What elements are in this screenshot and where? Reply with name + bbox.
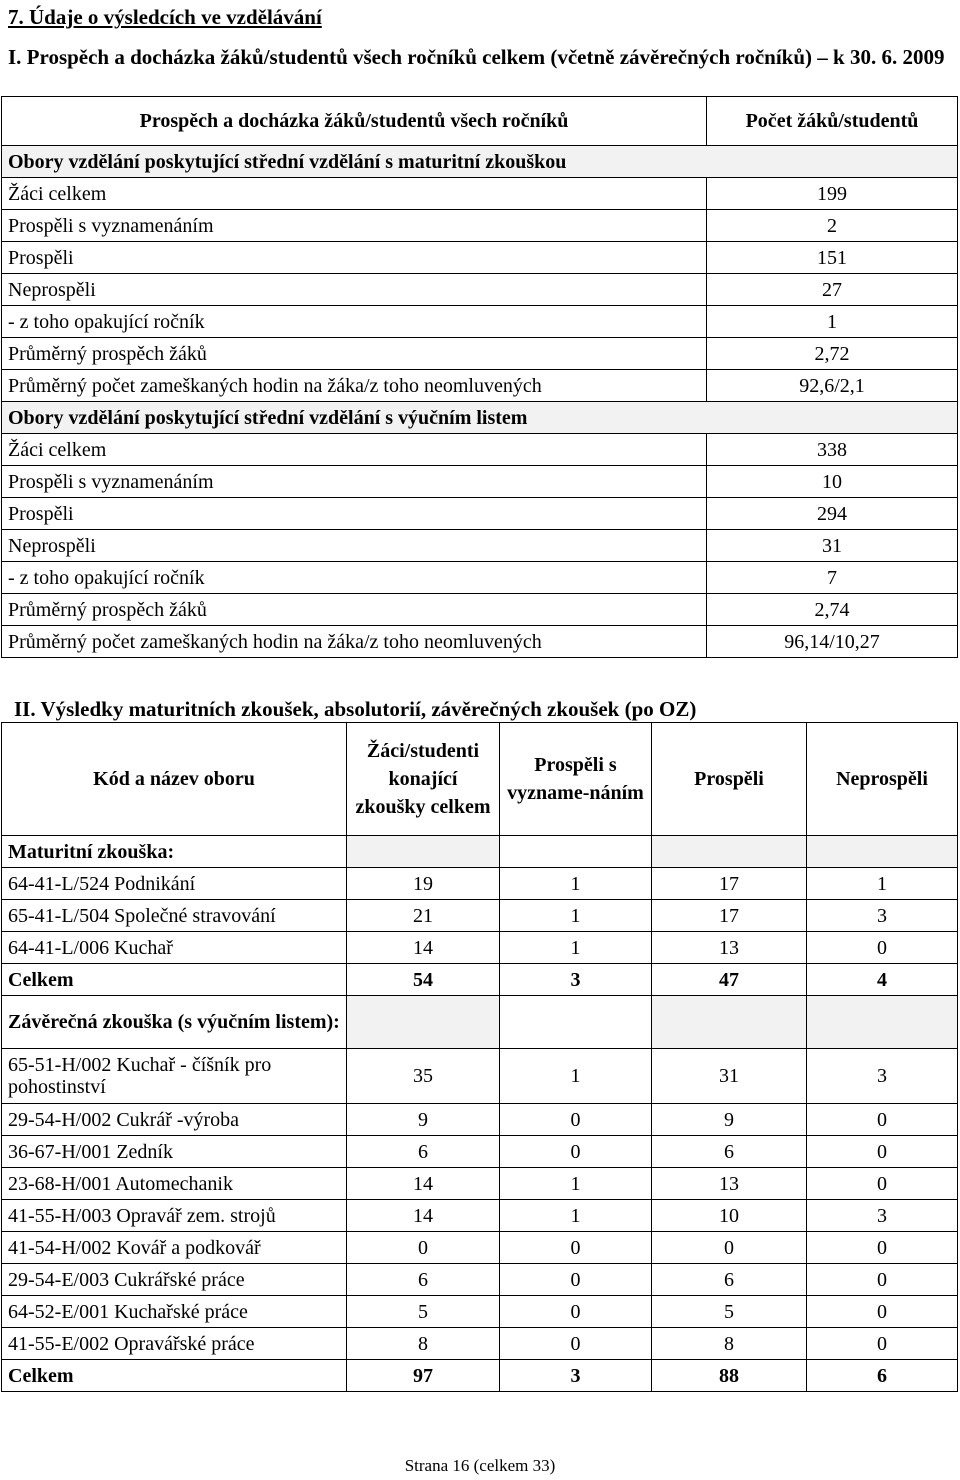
cell-total: 35 — [347, 1049, 500, 1104]
cell-failed: 0 — [807, 1232, 958, 1264]
row-value: 1 — [707, 306, 958, 338]
row-value: 96,14/10,27 — [707, 626, 958, 658]
row-label: Neprospěli — [2, 530, 707, 562]
table-row — [2, 932, 958, 964]
cell-passed: 17 — [652, 900, 807, 932]
table-row — [2, 1136, 958, 1168]
cell-passed: 13 — [652, 932, 807, 964]
total-value: 88 — [652, 1360, 807, 1392]
cell-honors: 1 — [500, 1049, 652, 1104]
section-row — [2, 146, 958, 178]
table-row — [2, 370, 958, 402]
field-name: 65-51-H/002 Kuchař - číšník pro pohostinství — [2, 1049, 347, 1104]
field-name: 64-52-E/001 Kuchařské práce — [2, 1296, 347, 1328]
row-label: Žáci celkem — [2, 178, 707, 210]
row-value: 2,72 — [707, 338, 958, 370]
total-value: 97 — [347, 1360, 500, 1392]
group-label: Závěrečná zkouška (s výučním listem): — [2, 996, 347, 1049]
cell-total: 9 — [347, 1104, 500, 1136]
cell-passed: 8 — [652, 1328, 807, 1360]
section-heading: 7. Údaje o výsledcích ve vzdělávání — [8, 5, 322, 29]
table-row — [2, 274, 958, 306]
row-value: 31 — [707, 530, 958, 562]
row-label: - z toho opakující ročník — [2, 306, 707, 338]
row-label: - z toho opakující ročník — [2, 562, 707, 594]
row-label: Neprospěli — [2, 274, 707, 306]
field-name: 65-41-L/504 Společné stravování — [2, 900, 347, 932]
section-label: Obory vzdělání poskytující střední vzdělání s maturitní zkouškou — [2, 146, 958, 178]
cell-honors: 1 — [500, 1168, 652, 1200]
cell-total: 14 — [347, 1200, 500, 1232]
total-label: Celkem — [2, 964, 347, 996]
row-value: 7 — [707, 562, 958, 594]
section-row — [2, 402, 958, 434]
table-row — [2, 210, 958, 242]
cell-honors: 0 — [500, 1104, 652, 1136]
table-row — [2, 1296, 958, 1328]
field-name: 64-41-L/524 Podnikání — [2, 868, 347, 900]
group-label: Maturitní zkouška: — [2, 836, 347, 868]
section-title: II. Výsledky maturitních zkoušek, absolutorií, závěrečných zkoušek (po OZ) — [14, 697, 697, 721]
cell-passed: 5 — [652, 1296, 807, 1328]
row-label: Prospěli s vyznamenáním — [2, 466, 707, 498]
cell-failed: 3 — [807, 1049, 958, 1104]
table-header-row — [2, 97, 958, 146]
field-name: 41-55-H/003 Opravář zem. strojů — [2, 1200, 347, 1232]
row-label: Prospěli — [2, 242, 707, 274]
subsection-heading: I. Prospěch a docházka žáků/studentů všech ročníků celkem (včetně závěrečných ročníků) – k 30. 6. 2009 — [8, 45, 945, 69]
table-row — [2, 1049, 958, 1104]
total-value: 47 — [652, 964, 807, 996]
cell-total: 21 — [347, 900, 500, 932]
row-label: Průměrný prospěch žáků — [2, 594, 707, 626]
total-row — [2, 1360, 958, 1392]
table-row — [2, 1264, 958, 1296]
cell-failed: 0 — [807, 1264, 958, 1296]
cell-honors: 0 — [500, 1232, 652, 1264]
section-label: Obory vzdělání poskytující střední vzdělání s výučním listem — [2, 402, 958, 434]
cell-honors: 0 — [500, 1264, 652, 1296]
group-row — [2, 836, 958, 868]
table-row — [2, 242, 958, 274]
cell-failed: 0 — [807, 932, 958, 964]
row-label: Průměrný počet zameškaných hodin na žáka/z toho neomluvených — [2, 370, 707, 402]
table-row — [2, 1200, 958, 1232]
table-header-row — [2, 723, 958, 836]
cell-total: 19 — [347, 868, 500, 900]
cell-passed: 6 — [652, 1264, 807, 1296]
page-footer: Strana 16 (celkem 33) — [404, 1456, 556, 1475]
cell-honors: 1 — [500, 1200, 652, 1232]
cell-honors: 1 — [500, 932, 652, 964]
cell-failed: 1 — [807, 868, 958, 900]
row-value: 10 — [707, 466, 958, 498]
cell-passed: 10 — [652, 1200, 807, 1232]
total-row — [2, 964, 958, 996]
table-row — [2, 338, 958, 370]
row-value: 92,6/2,1 — [707, 370, 958, 402]
column-header-passed: Prospěli — [652, 723, 807, 836]
field-name: 41-55-E/002 Opravářské práce — [2, 1328, 347, 1360]
cell-passed: 17 — [652, 868, 807, 900]
total-value: 3 — [500, 1360, 652, 1392]
row-value: 151 — [707, 242, 958, 274]
cell-total: 14 — [347, 932, 500, 964]
table-row — [2, 594, 958, 626]
table-row — [2, 498, 958, 530]
cell-failed: 0 — [807, 1136, 958, 1168]
cell-passed: 13 — [652, 1168, 807, 1200]
attendance-table — [1, 96, 958, 658]
table-row — [2, 562, 958, 594]
row-label: Žáci celkem — [2, 434, 707, 466]
column-header-total: Žáci/studenti konající zkoušky celkem — [347, 723, 500, 836]
cell-passed: 31 — [652, 1049, 807, 1104]
total-value: 3 — [500, 964, 652, 996]
table-row — [2, 1104, 958, 1136]
row-value: 2,74 — [707, 594, 958, 626]
cell-total: 8 — [347, 1328, 500, 1360]
exam-results-table — [1, 722, 958, 1392]
row-value: 338 — [707, 434, 958, 466]
table-row — [2, 530, 958, 562]
cell-honors: 1 — [500, 868, 652, 900]
cell-total: 0 — [347, 1232, 500, 1264]
cell-total: 6 — [347, 1136, 500, 1168]
column-header-failed: Neprospěli — [807, 723, 958, 836]
column-header: Prospěch a docházka žáků/studentů všech ročníků — [2, 97, 707, 146]
cell-honors: 0 — [500, 1136, 652, 1168]
row-label: Průměrný prospěch žáků — [2, 338, 707, 370]
row-value: 294 — [707, 498, 958, 530]
table-row — [2, 626, 958, 658]
row-value: 199 — [707, 178, 958, 210]
total-value: 54 — [347, 964, 500, 996]
field-name: 41-54-H/002 Kovář a podkovář — [2, 1232, 347, 1264]
column-header: Počet žáků/studentů — [707, 97, 958, 146]
table-row — [2, 1328, 958, 1360]
row-value: 2 — [707, 210, 958, 242]
cell-failed: 0 — [807, 1328, 958, 1360]
cell-failed: 0 — [807, 1168, 958, 1200]
field-name: 64-41-L/006 Kuchař — [2, 932, 347, 964]
row-label: Prospěli s vyznamenáním — [2, 210, 707, 242]
cell-honors: 0 — [500, 1328, 652, 1360]
cell-failed: 0 — [807, 1296, 958, 1328]
table-row — [2, 434, 958, 466]
column-header-code: Kód a název oboru — [2, 723, 347, 836]
cell-passed: 9 — [652, 1104, 807, 1136]
table-row — [2, 306, 958, 338]
table-row — [2, 868, 958, 900]
field-name: 29-54-H/002 Cukrář -výroba — [2, 1104, 347, 1136]
row-label: Prospěli — [2, 498, 707, 530]
table-row — [2, 178, 958, 210]
row-label: Průměrný počet zameškaných hodin na žáka/z toho neomluvených — [2, 626, 707, 658]
total-label: Celkem — [2, 1360, 347, 1392]
cell-honors: 1 — [500, 900, 652, 932]
cell-failed: 3 — [807, 900, 958, 932]
field-name: 29-54-E/003 Cukrářské práce — [2, 1264, 347, 1296]
table-row — [2, 1232, 958, 1264]
row-value: 27 — [707, 274, 958, 306]
cell-failed: 0 — [807, 1104, 958, 1136]
total-value: 6 — [807, 1360, 958, 1392]
cell-passed: 6 — [652, 1136, 807, 1168]
table-row — [2, 466, 958, 498]
cell-total: 6 — [347, 1264, 500, 1296]
cell-total: 14 — [347, 1168, 500, 1200]
group-row — [2, 996, 958, 1049]
table-row — [2, 1168, 958, 1200]
cell-failed: 3 — [807, 1200, 958, 1232]
table-row — [2, 900, 958, 932]
total-value: 4 — [807, 964, 958, 996]
cell-total: 5 — [347, 1296, 500, 1328]
column-header-honors: Prospěli s vyzname-náním — [500, 723, 652, 836]
field-name: 23-68-H/001 Automechanik — [2, 1168, 347, 1200]
field-name: 36-67-H/001 Zedník — [2, 1136, 347, 1168]
cell-honors: 0 — [500, 1296, 652, 1328]
cell-passed: 0 — [652, 1232, 807, 1264]
